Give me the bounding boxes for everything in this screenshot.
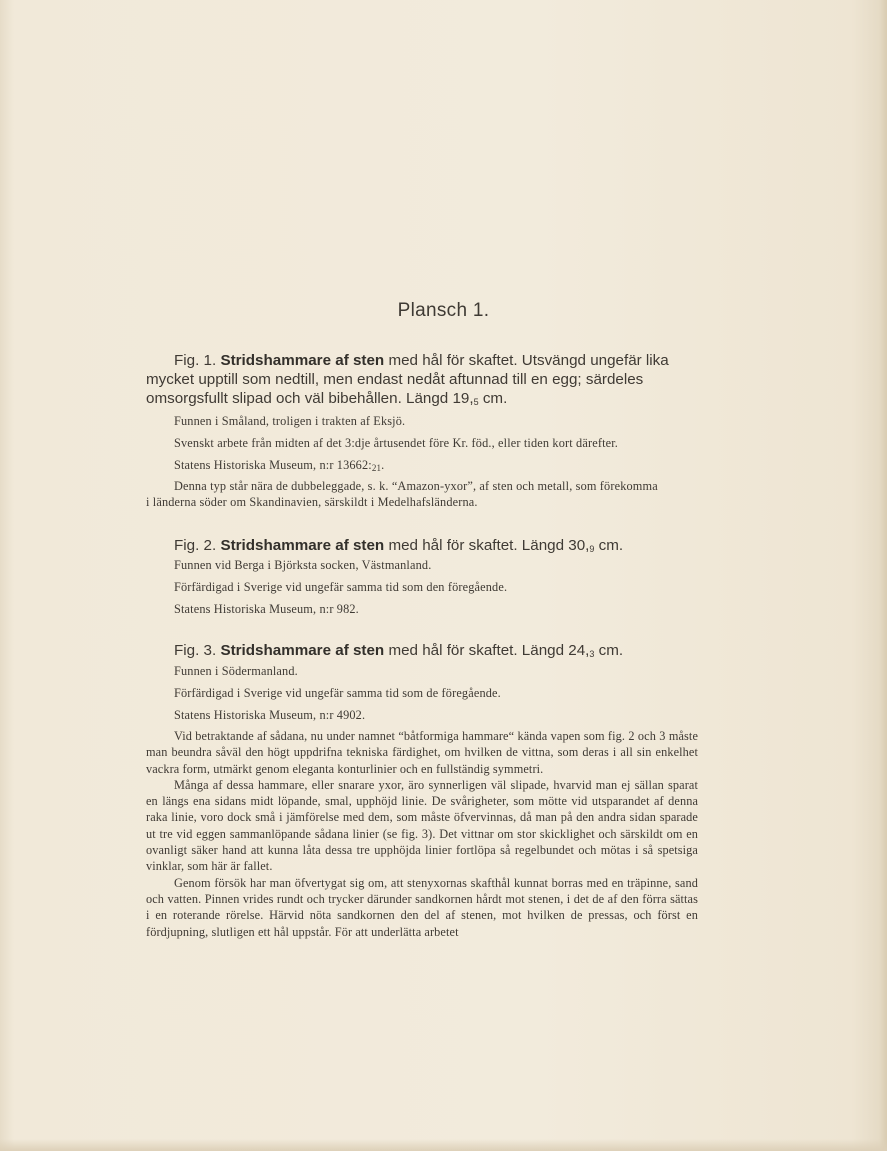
fig1-label: Fig. 1. <box>174 352 217 369</box>
fig3-name: Stridshammare af sten <box>220 642 385 659</box>
page-title: Plansch 1. <box>397 300 490 321</box>
fig1-work: Svenskt arbete från midten af det 3:dje årtusendet före Kr. föd., eller tiden kort därefter. <box>174 436 619 450</box>
fig3-work: Förfärdigad i Sverige vid ungefär samma tid som de föregående. <box>174 686 501 700</box>
fig1-museum-text: Statens Historiska Museum, n:r 13662: <box>174 458 372 472</box>
fig3-museum: Statens Historiska Museum, n:r 4902. <box>174 708 366 722</box>
page-edge-bottom <box>0 1139 887 1151</box>
fig2-length-decimal: 9 <box>589 544 595 554</box>
fig1-length-decimal: 5 <box>473 397 479 407</box>
fig2-label: Fig. 2. <box>174 537 217 554</box>
fig1-found: Funnen i Småland, troligen i trakten af Eksjö. <box>174 414 406 428</box>
fig1-desc: med hål för skaftet. Utsvängd ungefär lika mycket upptill som nedtill, men endast nedåt aftunnad till en egg; särdeles omsorgsfullt slipad och väl bibehållen. Längd 19, <box>146 352 669 407</box>
fig2-museum: Statens Historiska Museum, n:r 982. <box>174 602 359 616</box>
fig2-found: Funnen vid Berga i Björksta socken, Västmanland. <box>174 558 432 572</box>
fig3-desc: med hål för skaftet. Längd 24, <box>388 642 590 659</box>
fig3-found: Funnen i Södermanland. <box>174 664 298 678</box>
fig1-unit: cm. <box>478 390 508 407</box>
fig1-heading <box>146 351 698 410</box>
fig1-museum-end: . <box>381 458 385 472</box>
body-paragraph-1: Vid betraktande af sådana, nu under namnet “båtformiga hammare“ kända vapen som fig. 2 och 3 måste man beundra såväl den högt uppdrifna tekniska färdighet, om hvilken de vittna, som deras i all sin enkelhet vackra form, utmärkt genom eleganta konturlinier och en fullständig symmetri. <box>146 729 698 776</box>
fig3-heading <box>146 641 698 662</box>
fig1-note <box>146 478 698 510</box>
fig1-note-first: Denna typ står nära de dubbeleggade, s. k. “Amazon-yxor”, af sten och metall, som förekomma <box>174 479 658 493</box>
body-text <box>146 728 698 940</box>
body-paragraph-2: Många af dessa hammare, eller snarare yxor, äro synnerligen väl slipade, hvarvid man ej sällan sparat en längs ena sidans midt löpande, smal, upphöjd linie. De svårigheter, som mötte vid utsparandet af denna raka linie, voro dock små i jämförelse med dem, som måste öfvervinnas, då man på den andra sidan sparade ut tre vid eggen sammanlöpande sådana linier (se fig. 3). Det vittnar om stor skicklighet och särskildt om en ovanligt säker hand att kunna låta dessa tre upphöjda linier fortlöpa så regelbundet och mötas i så spetsiga vinklar, som här är fallet. <box>146 777 698 874</box>
fig2-unit: cm. <box>594 537 624 554</box>
fig1-note-rest: i länderna söder om Skandinavien, särskildt i Medelhafsländerna. <box>146 495 478 509</box>
fig2-work: Förfärdigad i Sverige vid ungefär samma tid som den föregående. <box>174 580 508 594</box>
body-paragraph-3: Genom försök har man öfvertygat sig om, att stenyxornas skafthål kunnat borras med en träpinne, sand och vatten. Pinnen vrides rundt och trycker därunder sandkornen hårdt mot stenen, i det de af den förra sättas i en roterande rörelse. Härvid nöta sandkornen den del af stenen, mot hvilken de pressas, och först en fördjupning, slutligen ett hål uppstår. För att underlätta arbetet <box>146 875 698 939</box>
fig3-length-decimal: 3 <box>589 649 595 659</box>
fig2-desc: med hål för skaftet. Längd 30, <box>388 537 590 554</box>
fig3-label: Fig. 3. <box>174 642 217 659</box>
fig2-name: Stridshammare af sten <box>220 537 385 554</box>
page-edge-right <box>879 0 887 1151</box>
fig3-unit: cm. <box>594 642 624 659</box>
fig1-name: Stridshammare af sten <box>220 352 385 369</box>
fig2-heading <box>146 536 698 557</box>
fig1-museum <box>174 457 704 474</box>
fig1-museum-sub: 21 <box>371 463 382 473</box>
